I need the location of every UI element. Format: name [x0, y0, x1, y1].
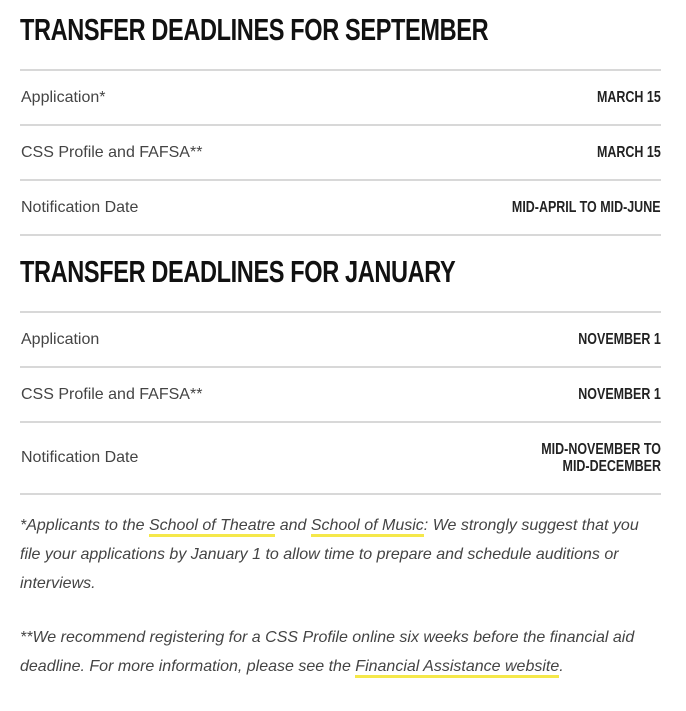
css-profile-footnote [20, 623, 661, 681]
september-deadlines-table [20, 69, 661, 236]
applicant-footnote [20, 511, 661, 598]
table-row [20, 71, 661, 126]
table-row [20, 126, 661, 181]
row-value: MID-NOVEMBER TO MID-DECEMBER [541, 441, 661, 475]
row-value: MARCH 15 [597, 89, 661, 106]
row-label: Notification Date [21, 198, 139, 216]
january-heading: TRANSFER DEADLINES FOR JANUARY [20, 254, 456, 289]
table-row [20, 313, 661, 368]
school-of-music-link[interactable]: School of Music [311, 517, 424, 537]
september-heading: TRANSFER DEADLINES FOR SEPTEMBER [20, 12, 489, 47]
row-value: MARCH 15 [597, 144, 661, 161]
row-value: MID-APRIL TO MID-JUNE [512, 199, 661, 216]
row-value: NOVEMBER 1 [578, 386, 661, 403]
footnote-text: *Applicants to the [20, 517, 149, 534]
january-deadlines-table [20, 311, 661, 495]
row-label: Notification Date [21, 449, 139, 466]
row-label: CSS Profile and FAFSA** [21, 143, 203, 161]
table-row [20, 423, 661, 495]
school-of-theatre-link[interactable]: School of Theatre [149, 517, 275, 537]
footnote-text: : We strongly suggest that you file your applications by January 1 to allow time to prepare and schedule auditions or interviews. [20, 517, 639, 592]
row-label: Application [21, 330, 100, 348]
row-label: CSS Profile and FAFSA** [21, 385, 203, 403]
financial-assistance-link[interactable]: Financial Assistance website [355, 658, 559, 678]
footnote-text: . [559, 658, 564, 675]
footnote-text: **We recommend registering for a CSS Profile online six weeks before the financial aid deadline. For more information, please see the [20, 629, 635, 675]
row-label: Application* [21, 88, 106, 106]
table-row [20, 368, 661, 423]
row-value: NOVEMBER 1 [578, 331, 661, 348]
table-row [20, 181, 661, 236]
footnote-text: and [275, 517, 311, 534]
